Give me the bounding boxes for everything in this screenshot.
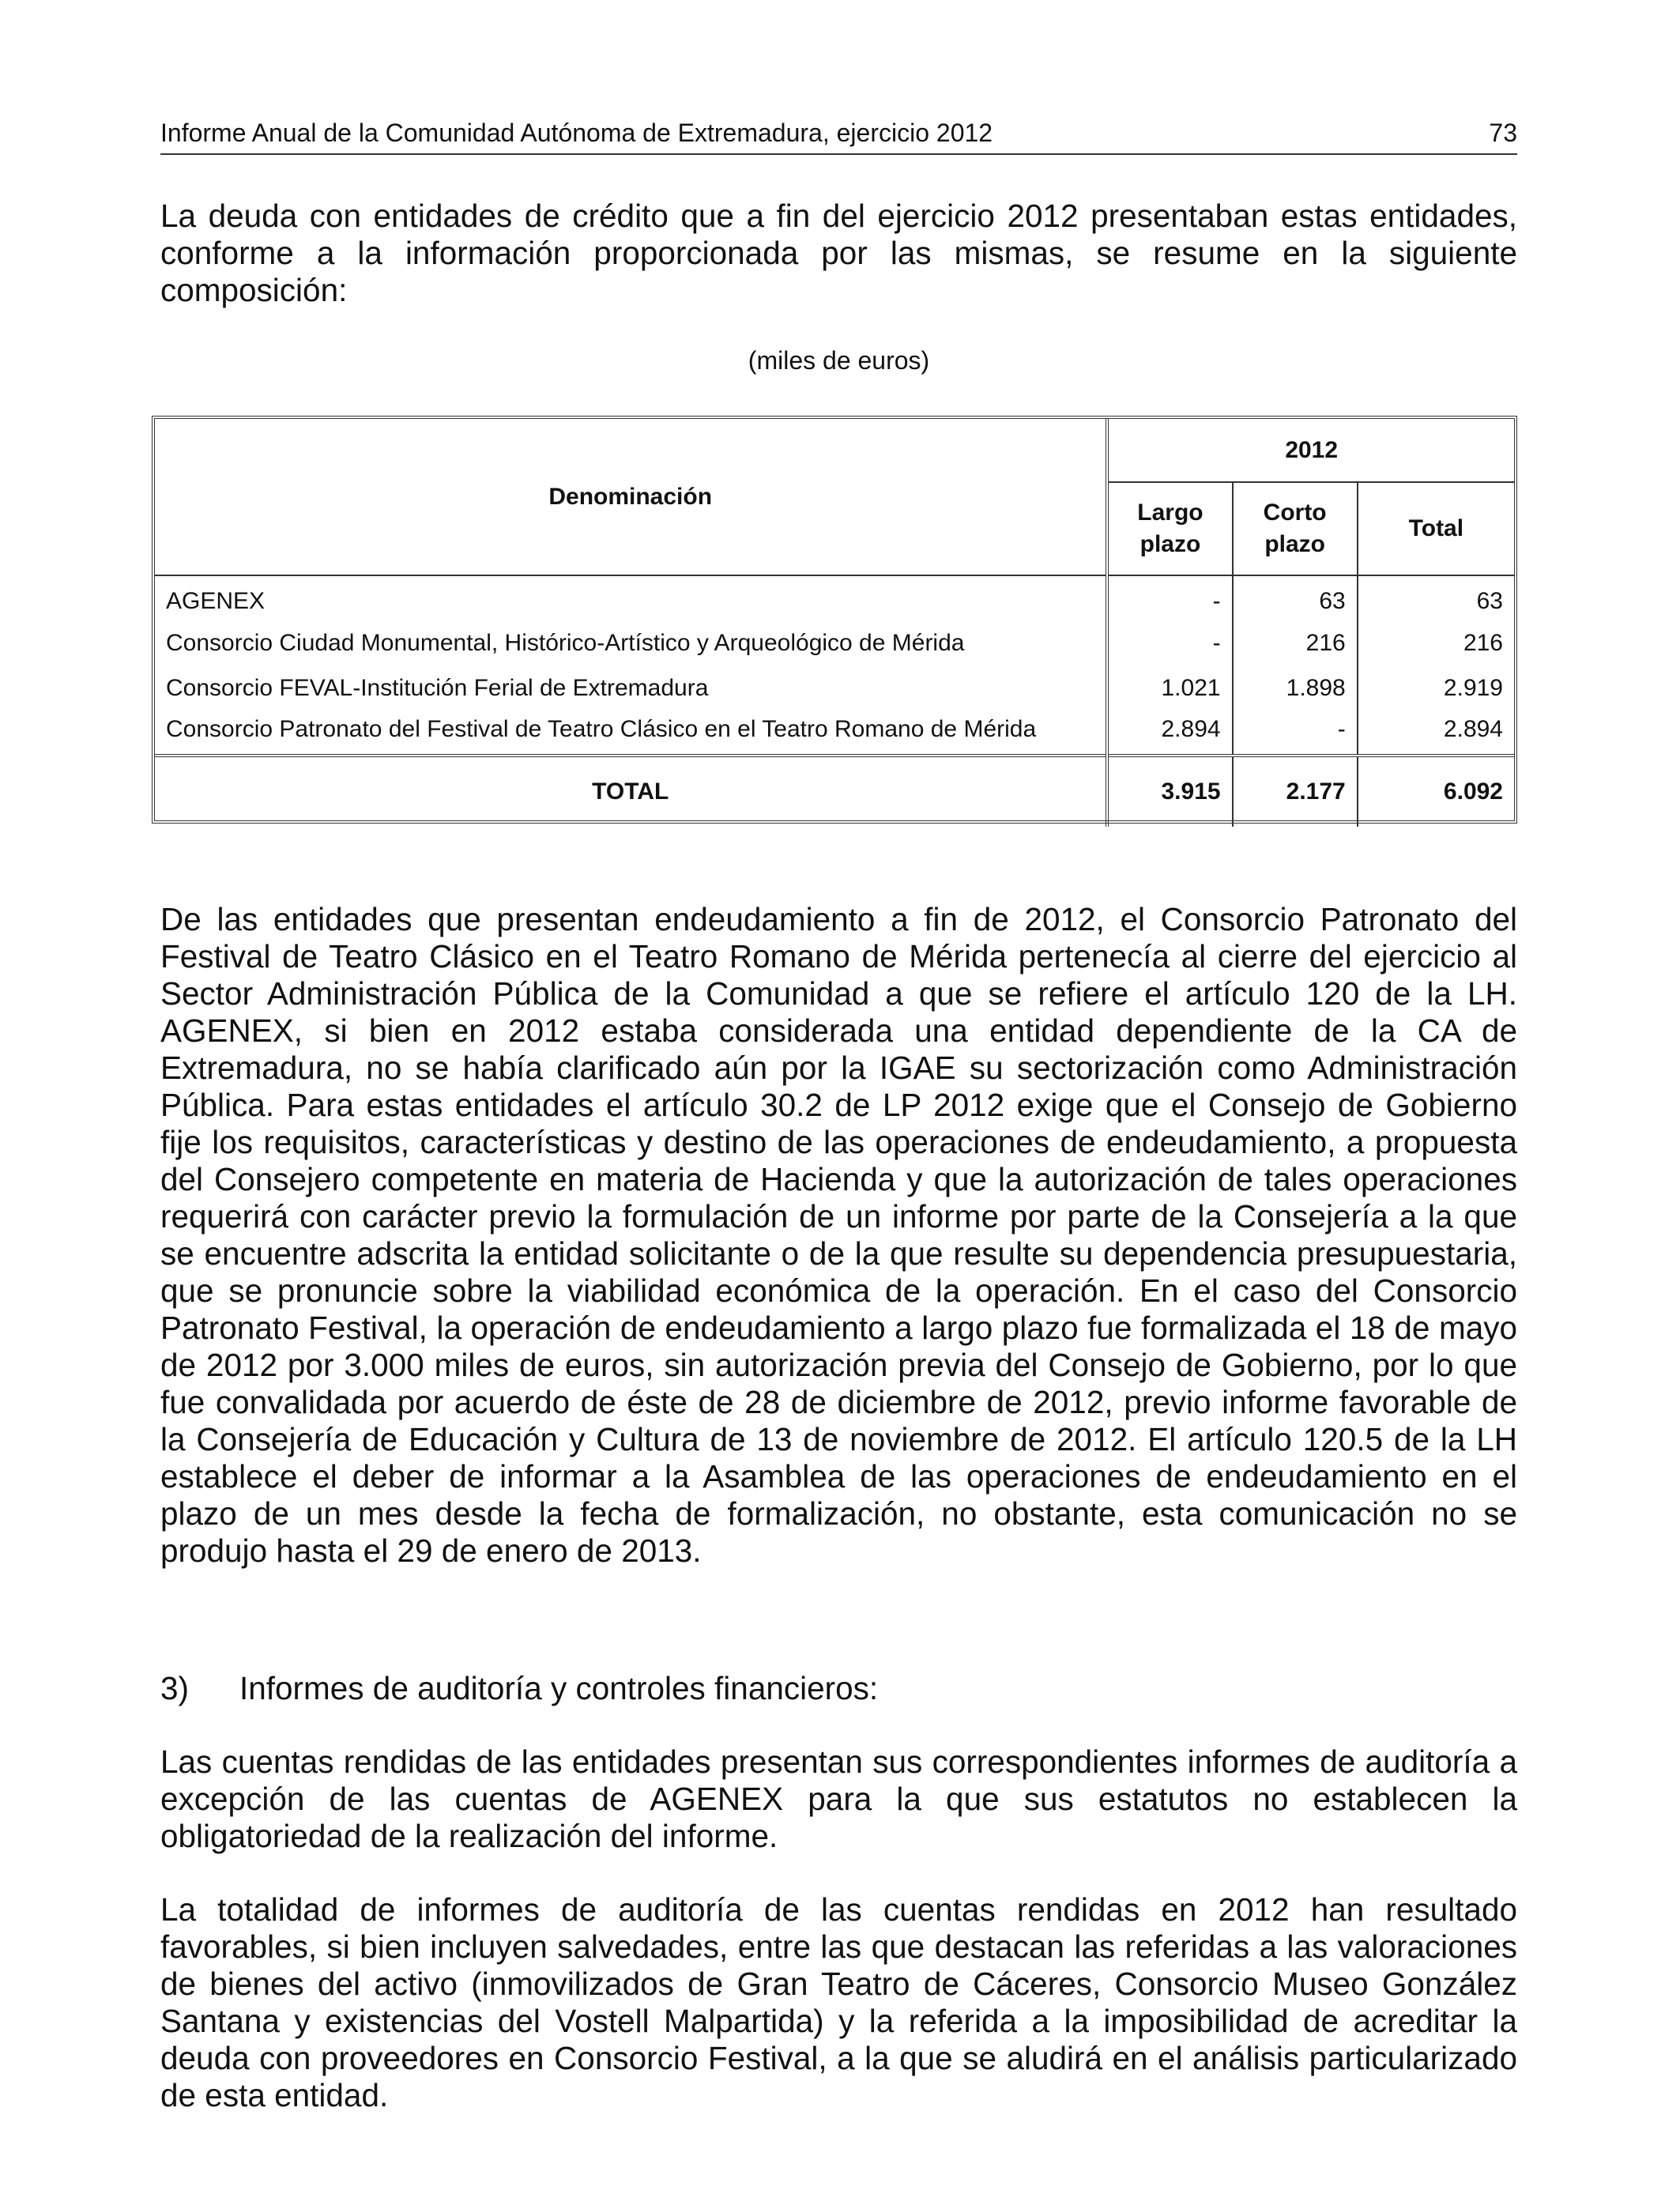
column-header-denominacion: Denominación bbox=[548, 483, 713, 510]
table-row bbox=[155, 575, 1514, 620]
section-title: Informes de auditoría y controles financieros: bbox=[239, 1670, 879, 1706]
total-largo: 3.915 bbox=[1107, 756, 1232, 827]
header-title: Informe Anual de la Comunidad Autónoma de Extremadura, ejercicio 2012 bbox=[160, 119, 993, 147]
column-header-year: 2012 bbox=[1107, 419, 1514, 482]
total-total: 6.092 bbox=[1358, 756, 1514, 827]
row-total: 216 bbox=[1358, 620, 1514, 665]
total-corto: 2.177 bbox=[1233, 756, 1358, 827]
row-total: 2.919 bbox=[1358, 665, 1514, 711]
total-row bbox=[155, 756, 1514, 827]
paragraph-informes: La totalidad de informes de auditoría de las cuentas rendidas en 2012 han resultado favorables, si bien incluyen salvedades, entre las que destacan las referidas a las valoraciones de bienes del activo (inmovilizados de Gran Teatro de Cáceres, Consorcio Museo González Santana y existencias del Vostell Malpartida) y la referida a la imposibilidad de acreditar la deuda con proveedores en Consorcio Festival, a la que se aludirá en el análisis particularizado de esta entidad. bbox=[160, 1891, 1517, 2113]
row-corto: 63 bbox=[1233, 575, 1358, 620]
row-corto: 216 bbox=[1233, 620, 1358, 665]
paragraph-endeudamiento: De las entidades que presentan endeudamiento a fin de 2012, el Consorcio Patronato del Festival de Teatro Clásico en el Teatro Romano de Mérida pertenecía al cierre del ejercicio al Sector Administración Pública de la Comunidad a que se refiere el artículo 120 de la LH. AGENEX, si bien en 2012 estaba considerada una entidad dependiente de la CA de Extremadura, no se había clarificado aún por la IGAE su sectorización como Administración Pública. Para estas entidades el artículo 30.2 de LP 2012 exige que el Consejo de Gobierno fije los requisitos, características y destino de las operaciones de endeudamiento, a propuesta del Consejero competente en materia de Hacienda y que la autorización de tales operaciones requerirá con carácter previo la formulación de un informe por parte de la Consejería a la que se encuentre adscrita la entidad solicitante o de la que resulte su dependencia presupuestaria, que se pronuncie sobre la viabilidad económica de la operación. En el caso del Consorcio Patronato Festival, la operación de endeudamiento a largo plazo fue formalizada el 18 de mayo de 2012 por 3.000 miles de euros, sin autorización previa del Consejo de Gobierno, por lo que fue convalidada por acuerdo de éste de 28 de diciembre de 2012, previo informe favorable de la Consejería de Educación y Cultura de 13 de noviembre de 2012. El artículo 120.5 de la LH establece el deber de informar a la Asamblea de las operaciones de endeudamiento en el plazo de un mes desde la fecha de formalización, no obstante, esta comunicación no se produjo hasta el 29 de enero de 2013. bbox=[160, 901, 1517, 1569]
column-header-largo-plazo: Largo plazo bbox=[1107, 482, 1232, 575]
debt-table bbox=[152, 416, 1517, 824]
row-name: Consorcio FEVAL-Institución Ferial de Extremadura bbox=[166, 674, 709, 701]
row-name: Consorcio Ciudad Monumental, Histórico-Artístico y Arqueológico de Mérida bbox=[166, 629, 965, 656]
table-row bbox=[155, 665, 1514, 711]
row-name: AGENEX bbox=[155, 575, 1107, 620]
row-largo: 1.021 bbox=[1107, 665, 1232, 711]
row-largo: - bbox=[1107, 575, 1232, 620]
column-header-corto-plazo: Corto plazo bbox=[1233, 482, 1358, 575]
row-name: Consorcio Patronato del Festival de Teatro Clásico en el Teatro Romano de Mérida bbox=[166, 715, 1037, 742]
row-total: 2.894 bbox=[1358, 711, 1514, 756]
section-number: 3) bbox=[160, 1670, 190, 1706]
page-header bbox=[160, 119, 1517, 155]
table-row bbox=[155, 711, 1514, 756]
section-heading bbox=[160, 1670, 1517, 1707]
column-header-total: Total bbox=[1358, 482, 1514, 575]
row-corto: 1.898 bbox=[1233, 665, 1358, 711]
intro-paragraph: La deuda con entidades de crédito que a fin del ejercicio 2012 presentaban estas entidades, conforme a la información proporcionada por las mismas, se resume en la siguiente composición: bbox=[160, 198, 1517, 308]
table-row bbox=[155, 620, 1514, 665]
row-total: 63 bbox=[1358, 575, 1514, 620]
units-caption: (miles de euros) bbox=[748, 346, 930, 375]
total-label: TOTAL bbox=[155, 756, 1107, 827]
row-largo: 2.894 bbox=[1107, 711, 1232, 756]
row-corto: - bbox=[1233, 711, 1358, 756]
row-largo: - bbox=[1107, 620, 1232, 665]
page-number: 73 bbox=[1489, 119, 1517, 147]
paragraph-auditoria: Las cuentas rendidas de las entidades presentan sus correspondientes informes de auditoría a excepción de las cuentas de AGENEX para la que sus estatutos no establecen la obligatoriedad de la realización del informe. bbox=[160, 1744, 1517, 1854]
